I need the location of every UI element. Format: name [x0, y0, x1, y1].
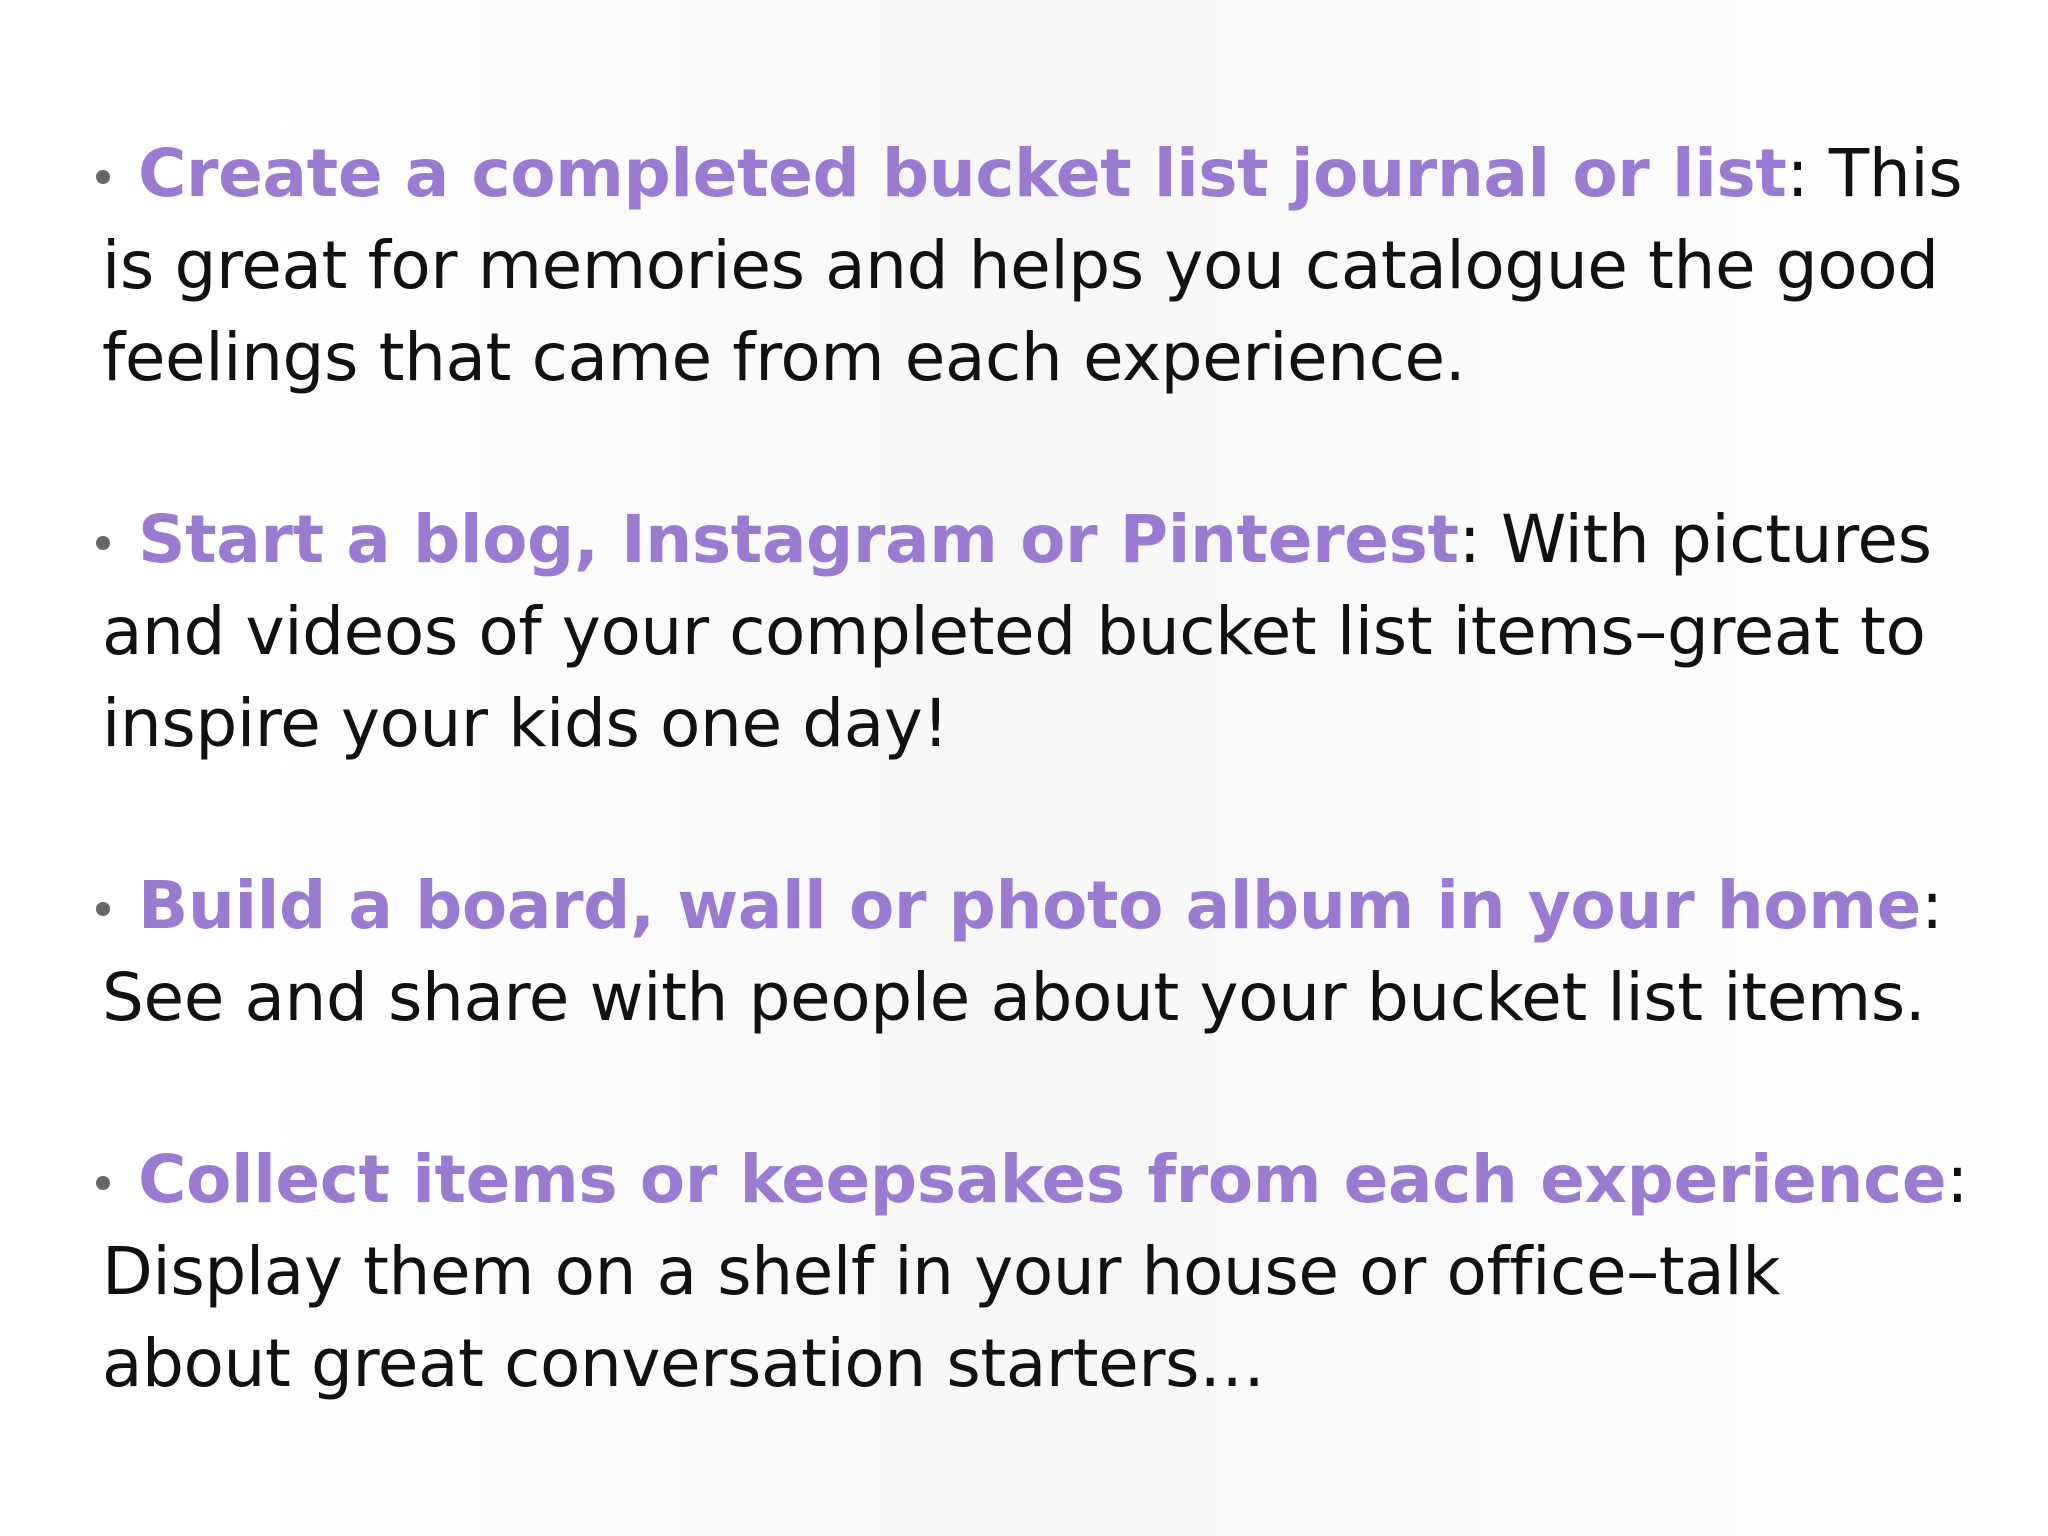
bullet-list: [102, 128, 1982, 1410]
list-item: [102, 860, 1982, 1044]
item-description: With pictures and videos of your completed bucket list items–great to inspire your kids one day!: [102, 501, 1932, 762]
item-heading: Create a completed bucket list journal or list: [138, 135, 1787, 212]
item-heading: Collect items or keepsakes from each experience: [138, 1141, 1947, 1218]
bullet-icon: [96, 170, 110, 184]
item-separator: :: [1946, 1141, 1969, 1218]
item-description: See and share with people about your bucket list items.: [102, 959, 1926, 1036]
bullet-icon: [96, 902, 110, 916]
list-item: [102, 494, 1982, 770]
item-separator: :: [1458, 501, 1502, 578]
bullet-icon: [96, 536, 110, 550]
item-separator: :: [1786, 135, 1829, 212]
item-description: Display them on a shelf in your house or office–talk about great conversation starters…: [102, 1233, 1781, 1402]
bullet-icon: [96, 1176, 110, 1190]
item-heading: Build a board, wall or photo album in your home: [138, 867, 1921, 944]
item-description: This is great for memories and helps you catalogue the good feelings that came from each experience.: [102, 135, 1963, 396]
list-item: [102, 1134, 1982, 1410]
list-item: [102, 128, 1982, 404]
item-separator: :: [1920, 867, 1943, 944]
item-heading: Start a blog, Instagram or Pinterest: [138, 501, 1459, 578]
